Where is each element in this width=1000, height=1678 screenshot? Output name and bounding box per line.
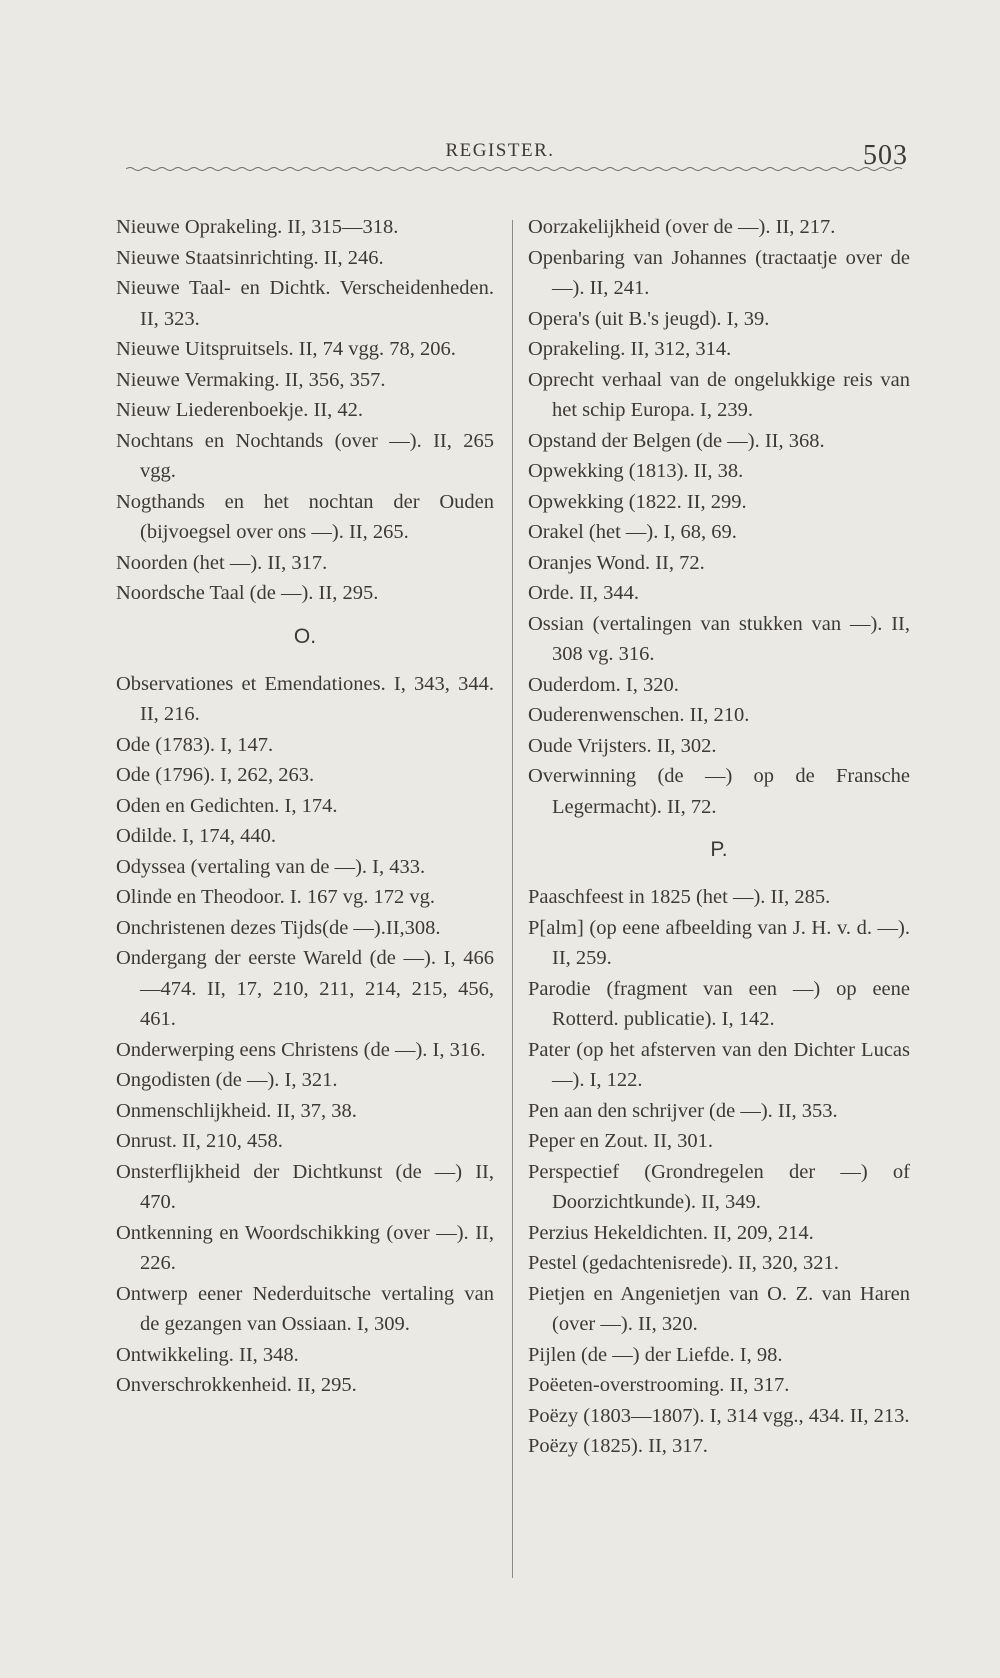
index-entry: Paaschfeest in 1825 (het —). II, 285. [528,886,831,908]
index-entry: Ontwikkeling. II, 348. [116,1343,299,1366]
index-entry: Ouderenwenschen. II, 210. [528,704,750,726]
index-entry: Pietjen en Angenietjen van O. Z. van Haren (over —). II, 320. [528,1282,910,1335]
index-entry: Onrust. II, 210, 458. [116,1130,283,1152]
index-entry: Oprecht verhaal van de ongelukkige reis van het schip Europa. I, 239. [528,368,910,421]
index-entry: Nogthands en het nochtan der Ouden (bijvoegsel over ons —). II, 265. [116,490,494,543]
index-entry: Odyssea (vertaling van de —). I, 433. [116,855,426,878]
index-entry: Nieuwe Staatsinrichting. II, 246. [116,246,384,269]
index-entry: Pen aan den schrijver (de —). II, 353. [528,1099,838,1122]
index-entry: Odilde. I, 174, 440. [116,825,276,847]
index-entry: Oden en Gedichten. I, 174. [116,794,338,817]
index-entry: Overwinning (de —) op de Fransche Legermacht). II, 72. [528,765,910,818]
index-entry: Onverschrokkenheid. II, 295. [116,1374,357,1396]
index-entry: Pijlen (de —) der Liefde. I, 98. [528,1343,783,1366]
index-entry: Oude Vrijsters. II, 302. [528,734,717,757]
index-entry: Orde. II, 344. [528,582,640,604]
index-entry: Openbaring van Johannes (tractaatje over de —). II, 241. [528,246,910,299]
section-letter-o: O. [293,624,317,648]
index-entry: Onderwerping eens Christens (de —). I, 316. [116,1038,486,1061]
index-entry: Observationes et Emendationes. I, 343, 344. II, 216. [116,672,494,725]
running-head: REGISTER. [445,140,555,161]
index-entry: Onsterflijkheid der Dichtkunst (de —) II, 470. [116,1160,494,1213]
index-entry: Poëzy (1803—1807). I, 314 vgg., 434. II, 213. [528,1404,910,1427]
index-entry: Poëzy (1825). II, 317. [528,1435,708,1457]
index-entry: Ontkenning en Woordschikking (over —). II, 226. [116,1221,494,1274]
section-letter-p: P. [710,838,728,861]
index-entry: Ontwerp eener Nederduitsche vertaling van de gezangen van Ossiaan. I, 309. [116,1282,494,1335]
right-column [528,212,910,1462]
header-rule [126,166,906,176]
index-entry: Opwekking (1822. II, 299. [528,490,747,513]
index-entry: Peper en Zout. II, 301. [528,1130,714,1152]
column-divider [512,220,513,1578]
index-entry: Ouderdom. I, 320. [528,673,679,696]
index-entry: Poëeten-overstrooming. II, 317. [528,1374,790,1396]
index-entry: Orakel (het —). I, 68, 69. [528,521,737,543]
left-column [116,212,494,1401]
index-entry: Oranjes Wond. II, 72. [528,551,705,574]
index-entry: Ossian (vertalingen van stukken van —). II, 308 vg. 316. [528,612,910,665]
index-entry: Opstand der Belgen (de —). II, 368. [528,429,825,452]
index-entry: Opera's (uit B.'s jeugd). I, 39. [528,307,770,330]
index-entry: Oorzakelijkheid (over de —). II, 217. [528,216,836,238]
index-entry: Parodie (fragment van een —) op eene Rotterd. publicatie). I, 142. [528,977,910,1030]
index-entry: P[alm] (op eene afbeelding van J. H. v. d. —). II, 259. [528,916,910,969]
index-entry: Nieuw Liederenboekje. II, 42. [116,399,364,421]
index-entry: Nieuwe Oprakeling. II, 315—318. [116,216,399,238]
index-entry: Noordsche Taal (de —). II, 295. [116,582,379,604]
index-entry: Nieuwe Taal- en Dichtk. Verscheidenheden. II, 323. [116,277,494,330]
index-entry: Perzius Hekeldichten. II, 209, 214. [528,1221,814,1244]
index-entry: Onchristenen dezes Tijds(de —).II,308. [116,916,441,939]
index-entry: Ode (1783). I, 147. [116,733,274,756]
page-number: 503 [863,140,908,171]
index-entry: Onmenschlijkheid. II, 37, 38. [116,1099,357,1122]
index-entry: Nieuwe Uitspruitsels. II, 74 vgg. 78, 206. [116,338,456,360]
index-entry: Ode (1796). I, 262, 263. [116,764,315,786]
index-entry: Ongodisten (de —). I, 321. [116,1069,338,1091]
index-entry: Nochtans en Nochtands (over —). II, 265 vgg. [116,429,494,482]
index-entry: Olinde en Theodoor. I. 167 vg. 172 vg. [116,886,436,908]
index-entry: Ondergang der eerste Wareld (de —). I, 466—474. II, 17, 210, 211, 214, 215, 456, 461. [116,947,494,1030]
index-entry: Oprakeling. II, 312, 314. [528,338,732,360]
index-entry: Opwekking (1813). II, 38. [528,460,744,482]
index-entry: Perspectief (Grondregelen der —) of Doorzichtkunde). II, 349. [528,1160,910,1213]
index-entry: Pater (op het afsterven van den Dichter Lucas —). I, 122. [528,1038,910,1091]
index-entry: Noorden (het —). II, 317. [116,551,328,574]
index-entry: Nieuwe Vermaking. II, 356, 357. [116,368,386,391]
index-entry: Pestel (gedachtenisrede). II, 320, 321. [528,1252,839,1274]
